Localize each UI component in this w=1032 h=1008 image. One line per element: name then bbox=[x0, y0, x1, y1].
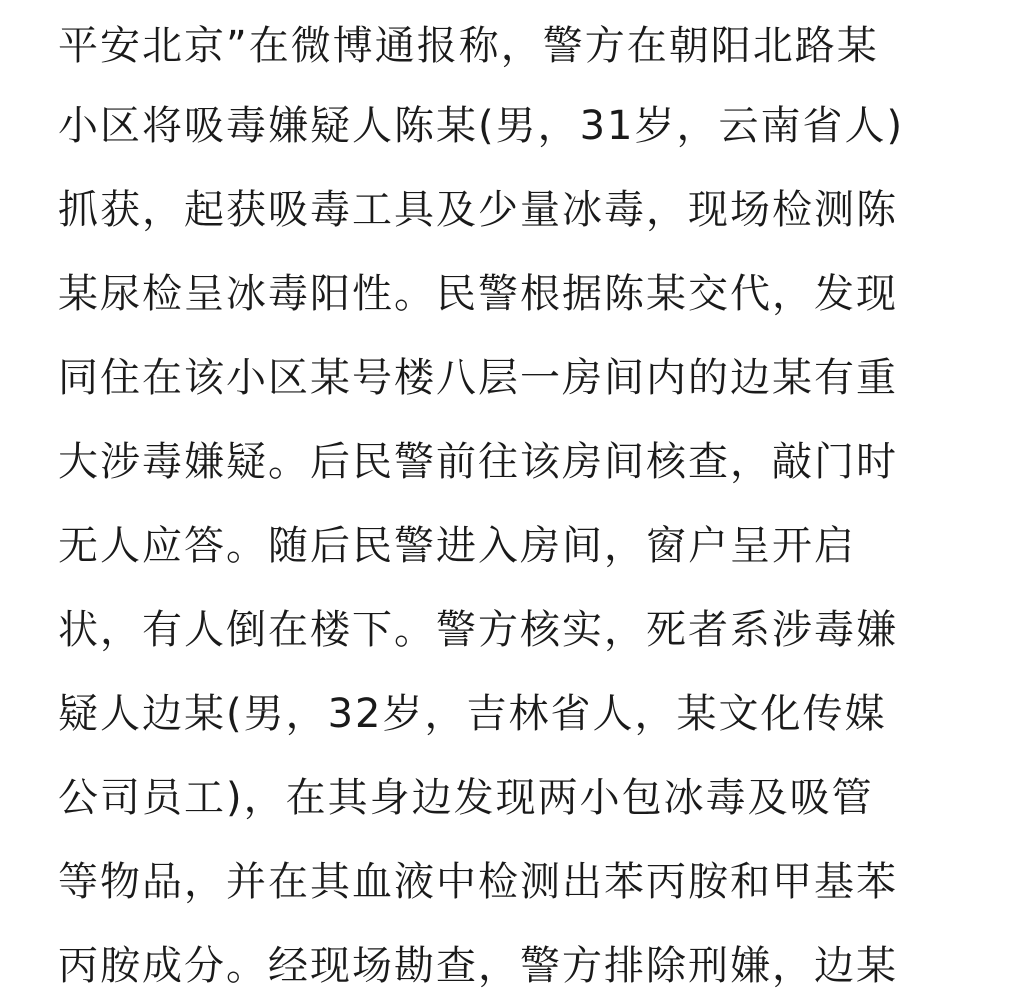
article-line: 公司员工)，在其身边发现两小包冰毒及吸管 bbox=[58, 775, 874, 821]
article-line: 平安北京”在微博通报称，警方在朝阳北路某 bbox=[58, 23, 879, 69]
article-line: 无人应答。随后民警进入房间，窗户呈开启 bbox=[58, 523, 856, 569]
article-line: 抓获，起获吸毒工具及少量冰毒，现场检测陈 bbox=[58, 187, 898, 233]
article-line: 状，有人倒在楼下。警方核实，死者系涉毒嫌 bbox=[58, 607, 898, 653]
article-line: 丙胺成分。经现场勘查，警方排除刑嫌，边某 bbox=[58, 943, 898, 989]
article-line: 小区将吸毒嫌疑人陈某(男，31岁，云南省人) bbox=[58, 103, 905, 149]
article-line: 等物品，并在其血液中检测出苯丙胺和甲基苯 bbox=[58, 859, 898, 905]
article-line: 疑人边某(男，32岁，吉林省人，某文化传媒 bbox=[58, 691, 887, 737]
article-line: 某尿检呈冰毒阳性。民警根据陈某交代，发现 bbox=[58, 271, 898, 317]
article-line: 大涉毒嫌疑。后民警前往该房间核查，敲门时 bbox=[58, 439, 898, 485]
article-line: 同住在该小区某号楼八层一房间内的边某有重 bbox=[58, 355, 898, 401]
article-body bbox=[58, 8, 978, 1008]
